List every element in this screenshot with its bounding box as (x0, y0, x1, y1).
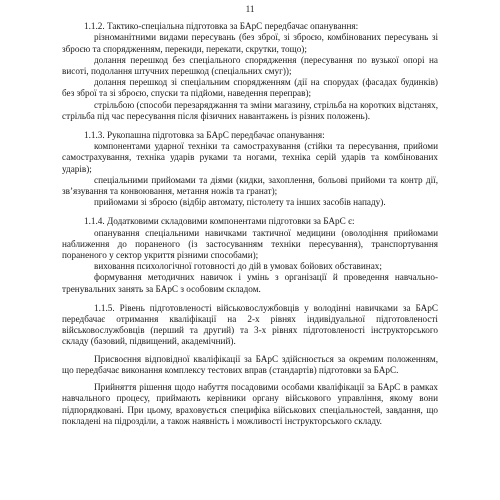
paragraph: спеціальними прийомами та діями (кидки, захоплення, больові прийоми та контр дії, зв’язування та конвоювання, метання ножів та гранат); (62, 174, 438, 197)
section-1-1-3 (62, 130, 438, 208)
paragraph: різноманітними видами пересувань (без зброї, зі зброєю, комбінованих пересувань зі зброєю та спорядженням, перекиди, перекати, скрутки, тощо); (62, 32, 438, 54)
paragraph: стрільбою (способи перезаряджання та зміни магазину, стрільба на коротких відстанях, стрільба під час пересування після фізичних навантажень із різних положень). (62, 99, 438, 121)
section-heading: 1.1.2. Тактико-спеціальна підготовка за БАрС передбачає опанування: (84, 21, 359, 32)
paragraph: формування методичних навичок і умінь з організації й проведення навчально-тренувальних занять за БАрС з особовим складом. (62, 272, 438, 294)
paragraph: Прийняття рішення щодо набуття посадовими особами кваліфікації за БАрС в рамках навчального процесу, приймають керівники органу військового управління, якому вони підпорядковані. При цьому, враховується специфіка військових спеціальностей, завдання, що покладені на підрозділи, а також наявність і можливості інструкторського складу. (62, 382, 438, 426)
section-heading: 1.1.3. Рукопашна підготовка за БАрС передбачає опанування: (84, 130, 325, 141)
paragraph: Присвоєння відповідної кваліфікації за БАрС здійснюється за окремим положенням, що передбачає виконання комплексу тестових вправ (стандартів) підготовки за БАрС. (62, 353, 438, 375)
section-heading: 1.1.4. Додатковими складовими компонентами підготовки за БАрС є: (84, 216, 355, 227)
paragraph: прийомами зі зброєю (відбір автомату, пістолету та інших засобів нападу). (94, 197, 386, 208)
paragraph: компонентами ударної техніки та самострахування (стійки та пересування, прийоми самострахування, техніка ударів руками та ногами, техніка серій ударів та комбінованих ударів); (62, 141, 438, 174)
paragraph: виховання психологічної готовності до дій в умовах бойових обставинах; (94, 261, 382, 272)
paragraph: долання перешкод зі спеціальним спорядженням (дії на спорудах (фасадах будинків) без зброї та зі зброєю, спуски та підйоми, наведення переправ); (62, 77, 438, 99)
section-1-1-5 (62, 303, 438, 427)
section-1-1-4 (62, 216, 438, 294)
page-number: 11 (245, 4, 255, 14)
paragraph: долання перешкод без спеціального спорядження (пересування по вузької опорі на висоті, подолання штучних перешкод (спеціальних смуг)); (62, 54, 438, 77)
section-1-1-2 (62, 21, 438, 122)
paragraph: 1.1.5. Рівень підготовленості військовослужбовців у володінні навичками за БАрС передбачає отримання кваліфікації на 2-х рівнях індивідуальної підготовленості військовослужбовців (перший та другий) та 3-х рівнях підготовленості інструкторського складу (базовий, підвищений, академічний). (62, 302, 438, 347)
paragraph: опанування спеціальними навичками тактичної медицини (оволодіння прийомами наближення до пораненого (із застосуванням техніки пересування), транспортування пораненого у сектор укриття різними способами); (62, 227, 438, 261)
